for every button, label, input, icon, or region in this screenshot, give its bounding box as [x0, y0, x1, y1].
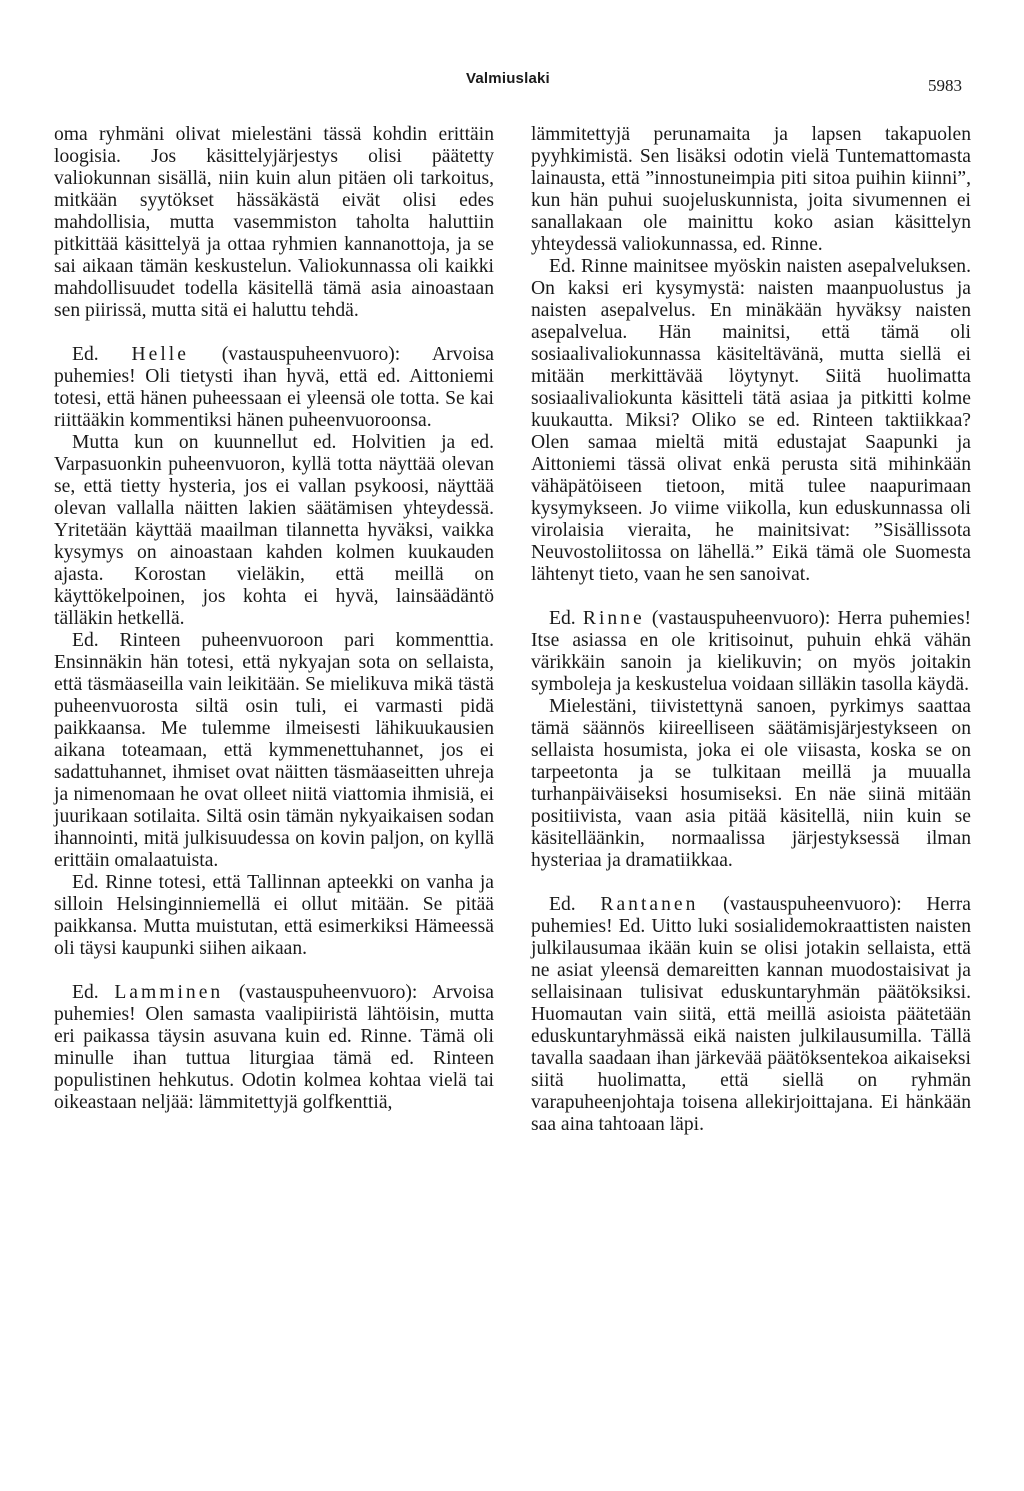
left-column — [54, 124, 494, 1114]
speech-text: (vastauspuheenvuoro): Arvoisa puhemies! Olen samasta vaalipiiristä lähtöisin, mutta eri paikassa täysin asuvana kuin ed. Rinne. Tämä oli minulle ihan tuttua liturgiaa tämä ed. Rinteen populistinen hehkutus. Odotin kolmea kohtaa vielä tai oikeastaan neljää: lämmitettyjä golfkenttiä, — [54, 982, 494, 1113]
speech-text: (vastauspuheenvuoro): Arvoisa puhemies! Oli tietysti ihan hyvä, että ed. Aittoniemi totesi, että hänen puheessaan ei yleensä ole totta. Se kai riittääkin kommentiksi hänen puheenvuoroonsa. — [54, 344, 495, 431]
paragraph: lämmitettyjä perunamaita ja lapsen takapuolen pyyhkimistä. Sen lisäksi odotin vielä Tuntemattomasta lainausta, että ”innostuneimpia piti sitoa puihin kiinni”, kun hän puhui suojeluskunnista, joita sivumennen ei sanallakaan ole mainittu koko asian käsittelyn yhteydessä valiokunnassa, ed. Rinne. — [531, 124, 971, 255]
speaker-name: Lamminen — [114, 982, 224, 1003]
page-header — [0, 70, 1024, 100]
speech-rantanen — [531, 894, 971, 1136]
page-number: 5983 — [928, 76, 962, 95]
speech-lamminen — [54, 982, 494, 1114]
speech-rinne — [531, 608, 971, 696]
speaker-prefix: Ed. — [72, 344, 99, 365]
paragraph: Ed. Rinne totesi, että Tallinnan apteekki on vanha ja silloin Helsinginniemellä ei ollut mitään. Se pitää paikkansa. Mutta muistutan, että esimerkiksi Hämeessä oli täysi kaupunki siihen aikaan. — [54, 872, 494, 959]
speaker-prefix: Ed. — [72, 982, 99, 1003]
speaker-prefix: Ed. — [549, 608, 576, 629]
paragraph: Ed. Rinne mainitsee myöskin naisten asepalveluksen. On kaksi eri kysymystä: naisten maanpuolustus ja naisten asepalvelus. En minäkään hyväksy naisten asepalvelua. Hän mainitsi, että tämä oli sosiaalivaliokunnassa käsiteltävänä, mutta siellä ei mitään merkittävää löytynyt. Siitä huolimatta sosiaalivaliokunta käsitteli tätä asiaa ja pitkitti kolme kuukautta. Miksi? Oliko se ed. Rinteen taktiikkaa? Olen samaa mieltä mitä edustajat Saapunki ja Aittoniemi tässä olivat enkä perusta sitä mihinkään vähäpätöiseen tietoon, mitä tulee naapurimaan kysymykseen. Jo viime viikolla, kun eduskunnassa oli virolaisia vieraita, he mainitsivat: ”Sisällissota Neuvostoliitossa on lähellä.” Eikä tämä ole Suomesta lähtenyt tieto, vaan he sen sanoivat. — [531, 256, 971, 585]
paragraph: Ed. Rinteen puheenvuoroon pari kommenttia. Ensinnäkin hän totesi, että nykyajan sota on sellaista, että täsmäaseilla vain leikitään. Se mielikuva mikä tästä puheenvuorosta siltä osin tuli, ei varmasti pidä paikkaansa. Me tulemme ilmeisesti lähikuukausien aikana toteamaan, että kymmenettuhannet, jos ei sadattuhannet, ihmiset ovat näitten täsmäaseitten uhreja ja nimenomaan he ovat olleet niitä viattomia ihmisiä, ei juurikaan sotilaita. Siltä osin tämän nykyaikaisen sodan ihannointi, mitä julkisuudessa on kovin paljon, on kyllä erittäin omalaatuista. — [54, 630, 494, 871]
speech-helle — [54, 344, 494, 432]
right-column — [531, 124, 971, 1136]
paragraph-gap — [54, 960, 494, 982]
running-title: Valmiuslaki — [466, 70, 550, 87]
speech-text: (vastauspuheenvuoro): Herra puhemies! Itse asiassa en ole kritisoinut, puhuin ehkä vähän värikkäin sanoin ja kielikuvin; on myös joitakin symboleja ja keskustelua voidaan silläkin tasolla käydä. — [531, 608, 971, 695]
paragraph: Mutta kun on kuunnellut ed. Holvitien ja ed. Varpasuonkin puheenvuoron, kyllä totta näyttää olevan se, että tietty hysteria, jos ei vallan psykoosi, näyttää olevan vallalla näitten lakien säätämisen yhteydessä. Yritetään käyttää maailman tilannetta hyväksi, vaikka kysymys on ainoastaan kahden kolmen kuukauden ajasta. Korostan vieläkin, että meillä on käyttökelpoinen, jos kohta ei hyvä, lainsäädäntö tälläkin hetkellä. — [54, 432, 494, 629]
paragraph: Mielestäni, tiivistettynä sanoen, pyrkimys saattaa tämä säännös kiireelliseen säätämisjärjestykseen on sellaista hosumista, joka ei ole viisasta, koska se on tarpeetonta ja se tulkitaan meillä ja muualla turhanpäiväiseksi hosumiseksi. En näe siinä mitään positiivista, vaan asia pitää käsitellä, niin kuin se käsitelläänkin, normaalissa järjestyksessä ilman hysteriaa ja dramatiikkaa. — [531, 696, 971, 871]
speech-text: (vastauspuheenvuoro): Herra puhemies! Ed. Uitto luki sosialidemokraattisten naisten julkilausumaa ikään kuin se olisi jotakin sellaista, että ne asiat yleensä demareitten kannan muodostaisivat ja sellaisinaan tulisivat eduskuntaryhmän päätöksiksi. Huomautan vain siitä, että meillä asioista päätetään eduskuntaryhmässä eikä naisten julkilausumilla. Tällä tavalla saadaan ihan järkevää päätöksentekoa aikaiseksi siitä huolimatta, että siellä on ryhmän varapuheenjohtaja toisena allekirjoittajana. Ei hänkään saa aina tahtoaan läpi. — [531, 894, 971, 1135]
speaker-name: Rinne — [582, 608, 645, 629]
speaker-name: Helle — [131, 344, 189, 365]
speaker-name: Rantanen — [600, 894, 699, 915]
paragraph-gap — [531, 586, 971, 608]
paragraph: oma ryhmäni olivat mielestäni tässä kohdin erittäin loogisia. Jos käsittelyjärjestys olisi päätetty valiokunnan sisällä, niin kuin alun pitäen oli tarkoitus, mitkään syytökset hässäkästä eivät olisi edes mahdollisia, mutta vasemmiston taholta haluttiin pitkittää käsittelyä ja ottaa ryhmien kannanottoja, ja se sai aikaan tämän keskustelun. Valiokunnassa oli kaikki mahdollisuudet todella käsitellä tämä asia ainoastaan sen piirissä, mutta sitä ei haluttu tehdä. — [54, 124, 494, 321]
paragraph-gap — [54, 322, 494, 344]
speaker-prefix: Ed. — [549, 894, 576, 915]
paragraph-gap — [531, 872, 971, 894]
